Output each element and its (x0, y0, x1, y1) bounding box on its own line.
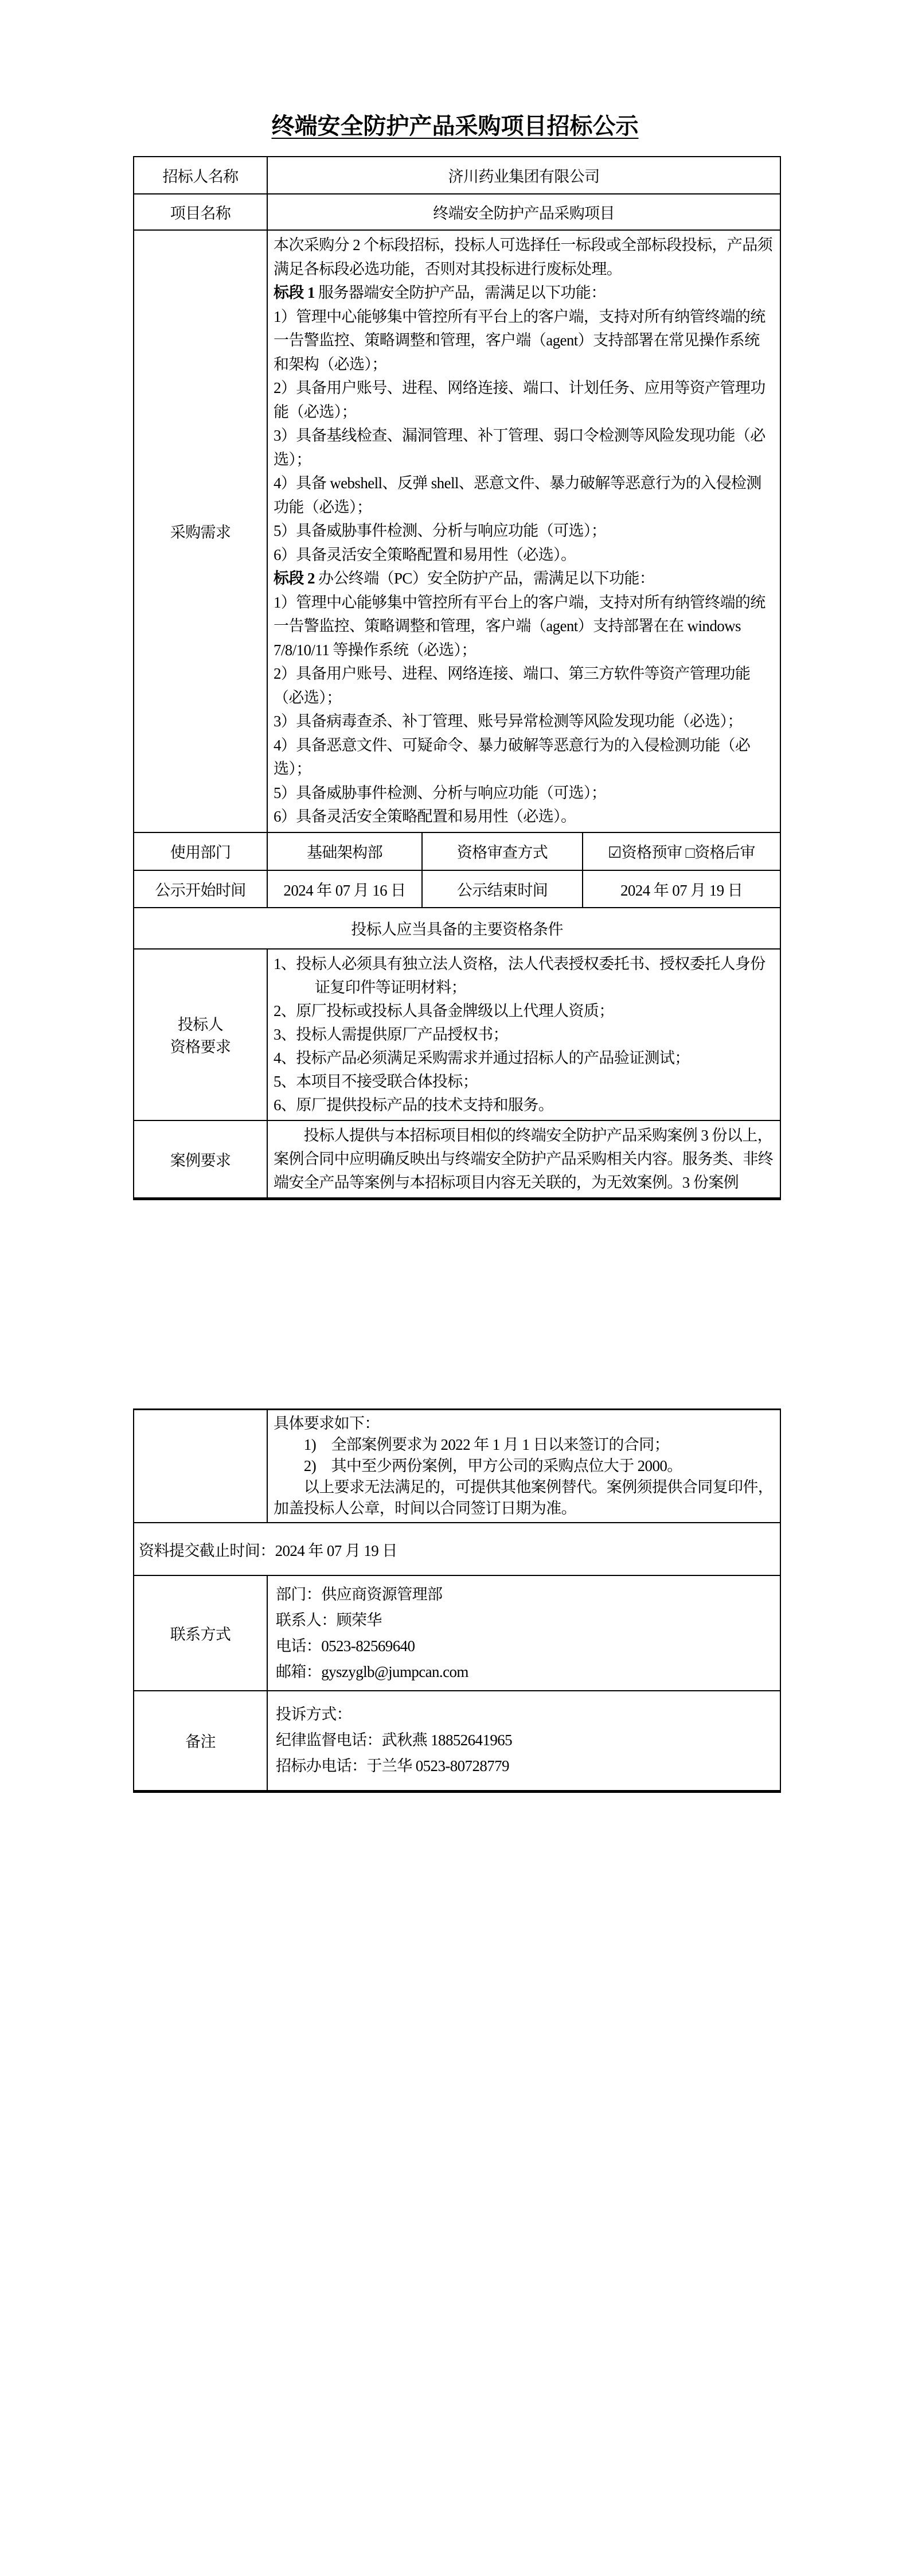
remark-label: 备注 (134, 1691, 267, 1791)
table-row (134, 1120, 780, 1199)
table-row (134, 1691, 780, 1791)
bidder-name-value: 济川药业集团有限公司 (267, 157, 780, 194)
publicity-end-value: 2024 年 07 月 19 日 (583, 870, 780, 908)
bidder-name-label: 招标人名称 (134, 157, 267, 194)
table-row (134, 230, 780, 832)
page-title: 终端安全防护产品采购项目招标公示 (271, 113, 639, 139)
table-row (134, 870, 780, 908)
qualification-conditions-header: 投标人应当具备的主要资格条件 (134, 908, 780, 949)
using-department-label: 使用部门 (134, 832, 267, 870)
table-row (134, 1410, 780, 1523)
bid-announcement-table-page1 (133, 156, 781, 1200)
using-department-value: 基础架构部 (267, 832, 422, 870)
remark-content: 投诉方式： 纪律监督电话：武秋燕 18852641965 招标办电话：于兰华 0523-80728779 (267, 1691, 780, 1791)
publicity-start-value: 2024 年 07 月 16 日 (267, 870, 422, 908)
case-requirement-continued-label-cell (134, 1410, 267, 1523)
table-row (134, 1575, 780, 1691)
table-row (134, 157, 780, 194)
bidder-qualification-label: 投标人 资格要求 (134, 949, 267, 1120)
project-name-label: 项目名称 (134, 194, 267, 230)
contact-info-label: 联系方式 (134, 1575, 267, 1691)
qualification-review-method-label: 资格审查方式 (422, 832, 583, 870)
publicity-end-label: 公示结束时间 (422, 870, 583, 908)
table-row (134, 1523, 780, 1575)
contact-info-content: 部门：供应商资源管理部 联系人：顾荣华 电话：0523-82569640 邮箱：gyszyglb@jumpcan.com (267, 1575, 780, 1691)
case-requirement-continued-content: 具体要求如下： 1) 全部案例要求为 2022 年 1 月 1 日以来签订的合同； 2) 其中至少两份案例，甲方公司的采购点位大于 2000。 以上要求无法满足的，可提供其他案例替代。案例须提供合同复印件，加盖投标人公章，时间以合同签订日期为准。 (267, 1410, 780, 1523)
bid-announcement-table-page2 (133, 1408, 781, 1793)
table-row (134, 949, 780, 1120)
case-requirement-content: 投标人提供与本招标项目相似的终端安全防护产品采购案例 3 份以上，案例合同中应明确反映出与终端安全防护产品采购相关内容。服务类、非终端安全产品等案例与本招标项目内容无关联的，为无效案例。3 份案例 (267, 1120, 780, 1199)
case-requirement-label: 案例要求 (134, 1120, 267, 1199)
table-row (134, 908, 780, 949)
publicity-start-label: 公示开始时间 (134, 870, 267, 908)
submission-deadline: 资料提交截止时间：2024 年 07 月 19 日 (134, 1523, 780, 1575)
bidder-qualification-items: 1、投标人必须具有独立法人资格，法人代表授权委托书、授权委托人身份证复印件等证明材料； 2、原厂投标或投标人具备金牌级以上代理人资质； 3、投标人需提供原厂产品授权书； 4、投标产品必须满足采购需求并通过招标人的产品验证测试； 5、本项目不接受联合体投标； 6、原厂提供投标产品的技术支持和服务。 (267, 949, 780, 1120)
qualification-review-method-value: ☑资格预审 □资格后审 (583, 832, 780, 870)
table-row (134, 194, 780, 230)
project-name-value: 终端安全防护产品采购项目 (267, 194, 780, 230)
procurement-requirements-content: 本次采购分 2 个标段招标，投标人可选择任一标段或全部标段投标，产品须满足各标段必选功能，否则对其投标进行废标处理。 标段 1 服务器端安全防护产品，需满足以下功能： 1）管理中心能够集中管控所有平台上的客户端，支持对所有纳管终端的统一告警监控、策略调整和管理，客户端（agent）支持部署在常见操作系统和架构（必选）； 2）具备用户账号、进程、网络连接、端口、计划任务、应用等资产管理功能（必选）； 3）具备基线检查、漏洞管理、补丁管理、弱口令检测等风险发现功能（必选）； 4）具备 webshell、反弹 shell、恶意文件、暴力破解等恶意行为的入侵检测功能（必选）； 5）具备威胁事件检测、分析与响应功能（可选）； 6）具备灵活安全策略配置和易用性（必选）。 标段 2 办公终端（PC）安全防护产品，需满足以下功能： 1）管理中心能够集中管控所有平台上的客户端，支持对所有纳管终端的统一告警监控、策略调整和管理，客户端（agent）支持部署在在 windows 7/8/10/11 等操作系统（必选）； 2）具备用户账号、进程、网络连接、端口、第三方软件等资产管理功能（必选）； 3）具备病毒查杀、补丁管理、账号异常检测等风险发现功能（必选）； 4）具备恶意文件、可疑命令、暴力破解等恶意行为的入侵检测功能（必选）； 5）具备威胁事件检测、分析与响应功能（可选）； 6）具备灵活安全策略配置和易用性（必选）。 (267, 230, 780, 832)
procurement-requirements-label: 采购需求 (134, 230, 267, 832)
table-row (134, 832, 780, 870)
